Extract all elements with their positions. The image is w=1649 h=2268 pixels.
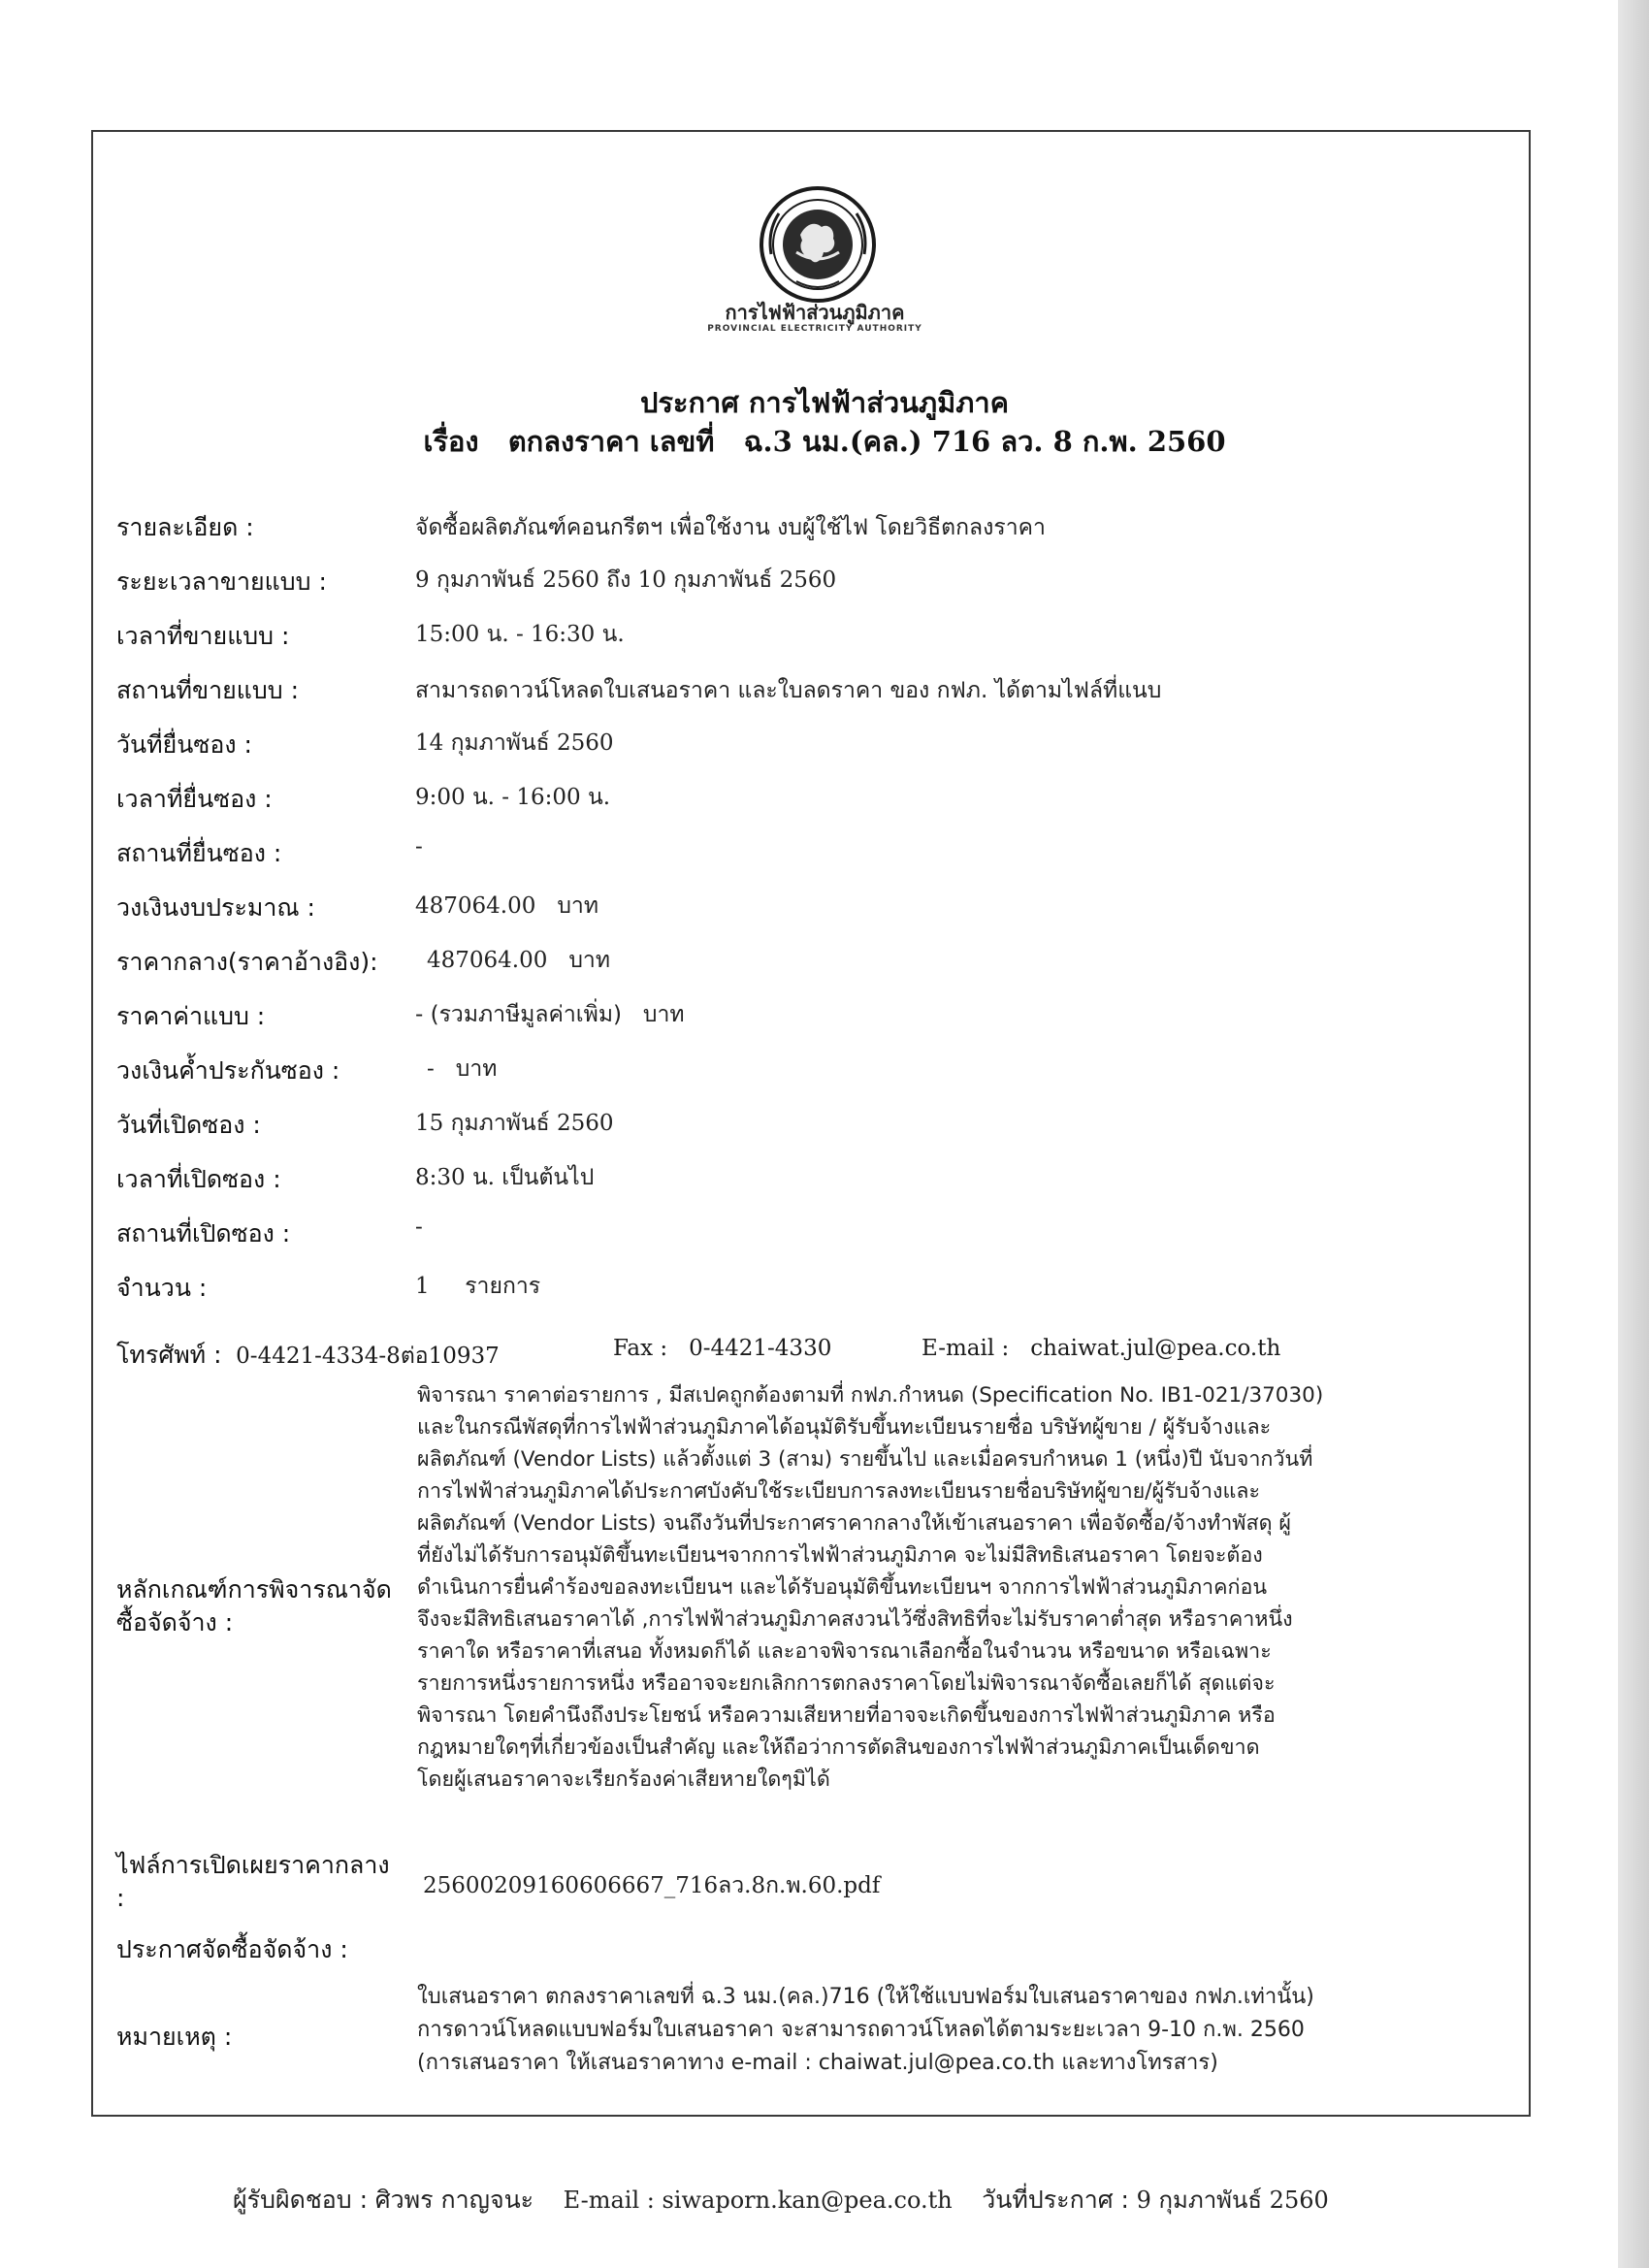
- open-place-value: -: [415, 1215, 423, 1240]
- email-label: E-mail :: [922, 1336, 1010, 1361]
- criteria-line: ที่ยังไม่ได้รับการอนุมัติขึ้นทะเบียนฯจากการไฟฟ้าส่วนภูมิภาค จะไม่มีสิทธิเสนอราคา โดยจะต้อง: [417, 1543, 1263, 1568]
- detail-value: จัดซื้อผลิตภัณฑ์คอนกรีตฯ เพื่อใช้งาน งบผู้ใช้ไฟ โดยวิธีตกลงราคา: [415, 515, 1046, 540]
- open-place-label: สถานที่เปิดซอง :: [116, 1219, 291, 1247]
- submit-date-value: 14 กุมภาพันธ์ 2560: [415, 730, 614, 756]
- budget-label: วงเงินงบประมาณ :: [116, 893, 315, 922]
- quantity-amount: 1: [415, 1274, 430, 1299]
- criteria-line: พิจารณา ราคาต่อรายการ , มีสเปคถูกต้องตามที่ กฟภ.กำหนด (Specification No. IB1-021/37030): [417, 1383, 1324, 1408]
- bid-bond-value: [427, 1052, 1523, 1086]
- sale-period-label: ระยะเวลาขายแบบ :: [116, 567, 327, 596]
- subject-number: ฉ.3 นม.(คล.) 716 ลว. 8 ก.พ. 2560: [743, 425, 1226, 458]
- doc-price-value: [415, 997, 1511, 1032]
- median-price-value: [427, 943, 1523, 978]
- open-time-label: เวลาที่เปิดซอง :: [116, 1165, 281, 1193]
- footer-email-link[interactable]: siwaporn.kan@pea.co.th: [662, 2187, 953, 2214]
- remarks-text: [417, 1981, 1513, 2080]
- criteria-label: หลักเกณฑ์การพิจารณาจัด ซื้อจัดจ้าง :: [116, 1575, 392, 1636]
- quantity-unit: รายการ: [465, 1274, 541, 1299]
- submit-place-label: สถานที่ยื่นซอง :: [116, 839, 282, 867]
- budget-unit: บาท: [557, 893, 599, 919]
- sale-place-value: สามารถดาวน์โหลดใบเสนอราคา และใบลดราคา ของ กฟภ. ได้ตามไฟล์ที่แนบ: [415, 678, 1162, 703]
- announce-date-label: วันที่ประกาศ :: [982, 2186, 1129, 2214]
- median-price-amount: 487064.00: [427, 948, 548, 973]
- price-file-label: ไฟล์การเปิดเผยราคากลาง :: [116, 1851, 390, 1912]
- bid-bond-unit: บาท: [455, 1056, 498, 1082]
- open-date-value: 15 กุมภาพันธ์ 2560: [415, 1111, 614, 1136]
- remarks-line: การดาวน์โหลดแบบฟอร์มใบเสนอราคา จะสามารถดาวน์โหลดได้ตามระยะเวลา 9-10 ก.พ. 2560: [417, 2018, 1305, 2042]
- fax-group: [613, 1336, 831, 1367]
- criteria-line: พิจารณา โดยคำนึงถึงประโยชน์ หรือความเสียหายที่อาจจะเกิดขึ้นของการไฟฟ้าส่วนภูมิภาค หรือ: [417, 1703, 1276, 1728]
- procurement-notice-label: ประกาศจัดซื้อจัดจ้าง :: [116, 1935, 348, 1963]
- sale-place-label: สถานที่ขายแบบ :: [116, 676, 300, 704]
- sale-time-value: 15:00 น. - 16:30 น.: [415, 622, 625, 647]
- footer: [233, 2181, 1494, 2219]
- scan-edge-shadow: [1618, 0, 1649, 2268]
- price-file-link[interactable]: 25600209160606667_716ลว.8ก.พ.60.pdf: [423, 1873, 881, 1898]
- responsible-name: ศิวพร กาญจนะ: [374, 2186, 534, 2214]
- criteria-line: กฎหมายใดๆที่เกี่ยวข้องเป็นสำคัญ และให้ถือว่าการตัดสินของการไฟฟ้าส่วนภูมิภาคเป็นเด็ดขาด: [417, 1735, 1260, 1760]
- remarks-line: (การเสนอราคา ให้เสนอราคาทาง e-mail : chaiwat.jul@pea.co.th และทางโทรสาร): [417, 2051, 1218, 2075]
- doc-price-label: ราคาค่าแบบ :: [116, 1002, 266, 1030]
- email-group: [922, 1336, 1280, 1367]
- sale-period-value: 9 กุมภาพันธ์ 2560 ถึง 10 กุมภาพันธ์ 2560: [415, 567, 837, 593]
- submit-date-label: วันที่ยื่นซอง :: [116, 730, 252, 759]
- pea-emblem-icon: [758, 184, 878, 305]
- email-link[interactable]: chaiwat.jul@pea.co.th: [1030, 1336, 1281, 1361]
- footer-email-label: E-mail :: [563, 2187, 655, 2214]
- submit-time-label: เวลาที่ยื่นซอง :: [116, 785, 273, 813]
- detail-label: รายละเอียด :: [116, 513, 254, 541]
- announcement-title: ประกาศ การไฟฟ้าส่วนภูมิภาค: [639, 386, 1010, 419]
- org-name-english: PROVINCIAL ELECTRICITY AUTHORITY: [707, 324, 922, 334]
- median-price-label: ราคากลาง(ราคาอ้างอิง):: [116, 948, 378, 976]
- phone-value: 0-4421-4334-8ต่อ10937: [236, 1344, 500, 1369]
- subject-text: ตกลงราคา เลขที่: [507, 425, 715, 458]
- phone-group: [116, 1336, 500, 1367]
- budget-value: [415, 889, 1511, 923]
- quantity-label: จำนวน :: [116, 1274, 208, 1302]
- org-name-thai: การไฟฟ้าส่วนภูมิภาค: [725, 301, 905, 324]
- criteria-line: จึงจะมีสิทธิเสนอราคาได้ ,การไฟฟ้าส่วนภูมิภาคสงวนไว้ซึ่งสิทธิที่จะไม่รับราคาต่ำสุด หรือราคาหนึ่ง: [417, 1607, 1293, 1632]
- budget-amount: 487064.00: [415, 893, 536, 919]
- remarks-label: หมายเหตุ :: [116, 2023, 233, 2051]
- criteria-line: ดำเนินการยื่นคำร้องขอลงทะเบียนฯ และได้รับอนุมัติขึ้นทะเบียนฯ จากการไฟฟ้าส่วนภูมิภาคก่อน: [417, 1575, 1268, 1600]
- announce-date-value: 9 กุมภาพันธ์ 2560: [1136, 2187, 1329, 2214]
- bid-bond-label: วงเงินค้ำประกันซอง :: [116, 1056, 340, 1085]
- criteria-line: รายการหนึ่งรายการหนึ่ง หรืออาจจะยกเลิกการตกลงราคาโดยไม่พิจารณาจัดซื้อเลยก็ได้ สุดแต่จะ: [417, 1671, 1276, 1696]
- criteria-line: ผลิตภัณฑ์ (Vendor Lists) จนถึงวันที่ประกาศราคากลางให้เข้าเสนอราคา เพื่อจัดซื้อ/จ้างทำพัสดุ ผู้: [417, 1511, 1291, 1536]
- doc-price-unit: บาท: [642, 1002, 685, 1027]
- sale-time-label: เวลาที่ขายแบบ :: [116, 622, 290, 650]
- criteria-line: ราคาใด หรือราคาที่เสนอ ทั้งหมดก็ได้ และอาจพิจารณาเลือกซื้อในจำนวน หรือขนาด หรือเฉพาะ: [417, 1639, 1272, 1664]
- submit-time-value: 9:00 น. - 16:00 น.: [415, 785, 611, 810]
- criteria-line: ผลิตภัณฑ์ (Vendor Lists) แล้วตั้งแต่ 3 (สาม) รายขึ้นไป และเมื่อครบกำหนด 1 (หนึ่ง)ปี นับจากวันที่: [417, 1447, 1313, 1472]
- open-time-value: 8:30 น. เป็นต้นไป: [415, 1165, 595, 1190]
- fax-value: 0-4421-4330: [689, 1336, 832, 1361]
- remarks-line: ใบเสนอราคา ตกลงราคาเลขที่ ฉ.3 นม.(คล.)716 (ให้ใช้แบบฟอร์มใบเสนอราคาของ กฟภ.เท่านั้น): [417, 1985, 1314, 2009]
- criteria-text: [417, 1379, 1513, 1796]
- criteria-line: โดยผู้เสนอราคาจะเรียกร้องค่าเสียหายใดๆมิได้: [417, 1767, 830, 1792]
- quantity-value: [415, 1269, 1511, 1304]
- fax-label: Fax :: [613, 1336, 668, 1361]
- phone-label: โทรศัพท์ :: [116, 1341, 222, 1369]
- subject-label: เรื่อง: [423, 425, 479, 458]
- open-date-label: วันที่เปิดซอง :: [116, 1111, 261, 1139]
- bid-bond-amount: -: [427, 1056, 435, 1082]
- doc-price-amount: - (รวมภาษีมูลค่าเพิ่ม): [415, 1002, 622, 1027]
- criteria-line: การไฟฟ้าส่วนภูมิภาคได้ประกาศบังคับใช้ระเบียบการลงทะเบียนรายชื่อบริษัทผู้ขาย/ผู้รับจ้างและ: [417, 1479, 1261, 1504]
- criteria-line: และในกรณีพัสดุที่การไฟฟ้าส่วนภูมิภาคได้อนุมัติรับขึ้นทะเบียนรายชื่อ บริษัทผู้ขาย / ผู้รับจ้างและ: [417, 1415, 1272, 1440]
- submit-place-value: -: [415, 834, 423, 859]
- responsible-label: ผู้รับผิดชอบ :: [233, 2186, 369, 2214]
- announcement-subject: [291, 419, 1358, 464]
- median-price-unit: บาท: [568, 948, 611, 973]
